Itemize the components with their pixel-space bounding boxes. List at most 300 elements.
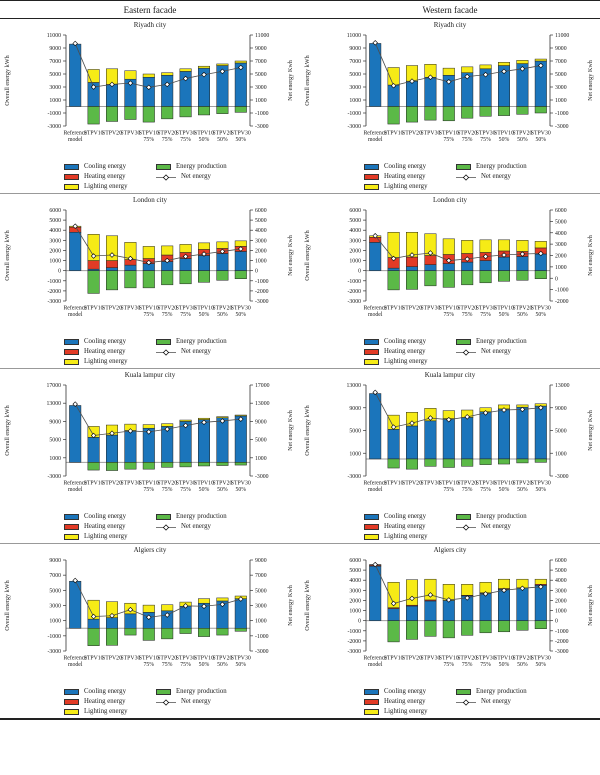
- legend-label: Lighting energy: [84, 183, 128, 190]
- production-bar: [88, 628, 100, 645]
- lighting-swatch: [64, 534, 79, 540]
- x-axis-labels: [363, 305, 550, 318]
- y-tick-left: 0: [358, 618, 361, 625]
- production-bar: [461, 459, 473, 466]
- cooling-bar: [180, 259, 192, 271]
- heating-swatch: [364, 349, 379, 355]
- x-tick-label: STPV20: [157, 655, 178, 662]
- y-tick-right: -1000: [255, 111, 269, 117]
- lighting-bar: [461, 240, 473, 253]
- production-bar: [443, 621, 455, 638]
- cooling-bar: [425, 421, 437, 459]
- legend-column: [456, 338, 527, 366]
- lighting-bar: [198, 599, 210, 604]
- y-tick-right: 6000: [255, 208, 267, 214]
- x-tick-label: STPV10: [138, 305, 159, 312]
- y-tick-right: 2000: [555, 253, 567, 260]
- y-tick-right: -1000: [555, 111, 569, 117]
- x-tick-label: STPV10: [194, 305, 214, 312]
- chart-cell: [0, 196, 300, 366]
- legend-column: [364, 513, 456, 541]
- cooling-bar: [425, 77, 437, 106]
- x-tick-label: STPV20: [157, 305, 178, 312]
- cooling-bar: [517, 257, 529, 271]
- y-tick-right: 11000: [555, 33, 570, 39]
- x-tick-label: 75%: [180, 311, 191, 318]
- legend-item-cooling: [64, 513, 156, 521]
- lighting-bar: [535, 59, 547, 61]
- y-tick-right: 3000: [555, 85, 567, 91]
- legend-item-lighting: [64, 533, 156, 541]
- chart-svg: [300, 205, 600, 337]
- y-tick-left: 1000: [349, 258, 361, 265]
- x-tick-label: 50%: [235, 136, 247, 143]
- production-swatch: [456, 689, 471, 695]
- production-bar: [535, 621, 547, 629]
- production-bar: [217, 462, 229, 465]
- y-tick-left: -2000: [47, 288, 61, 295]
- x-tick-label: 75%: [461, 311, 473, 318]
- x-tick-label: 50%: [517, 311, 528, 318]
- production-bar: [235, 628, 247, 631]
- x-tick-label: STPV20: [102, 130, 122, 137]
- lighting-bar: [498, 62, 510, 65]
- cooling-bar: [235, 416, 247, 462]
- legend-item-lighting: [64, 358, 156, 366]
- heating-swatch: [64, 699, 79, 705]
- net-line-symbol: [156, 699, 176, 706]
- x-tick-label: model: [367, 311, 383, 318]
- row-kuala-lampur: [0, 369, 600, 544]
- chart-cell: [300, 21, 600, 191]
- lighting-bar: [180, 244, 192, 252]
- y-tick-left: 11000: [346, 33, 361, 39]
- production-bar: [461, 271, 473, 285]
- y-tick-right: 17000: [255, 383, 270, 389]
- production-bar: [535, 107, 547, 114]
- y-tick-right: 5000: [255, 588, 267, 595]
- x-tick-label: STPV30: [175, 480, 196, 487]
- y-tick-left: -1000: [47, 111, 61, 117]
- x-tick-label: STPV10: [83, 305, 104, 312]
- y-tick-left: 1000: [49, 258, 61, 265]
- bars-group: [69, 581, 246, 645]
- cooling-bar: [125, 265, 136, 271]
- x-tick-label: STPV30: [530, 655, 551, 662]
- legend-label: Net energy: [181, 173, 211, 180]
- y-tick-right: -3000: [255, 649, 269, 655]
- production-bar: [480, 271, 492, 283]
- cooling-bar: [443, 419, 455, 459]
- lighting-bar: [143, 605, 155, 612]
- x-tick-label: Reference: [63, 305, 87, 312]
- cooling-bar: [106, 84, 118, 106]
- cooling-bar: [106, 435, 118, 462]
- y-tick-left: -3000: [347, 299, 361, 305]
- x-tick-label: STPV20: [212, 130, 233, 137]
- chart-title: Algiers city: [433, 546, 467, 554]
- legend-label: Heating energy: [384, 698, 426, 705]
- net-line-symbol: [456, 524, 476, 531]
- cooling-bar: [388, 429, 400, 459]
- production-bar: [406, 271, 418, 290]
- chart-svg: [300, 380, 600, 512]
- x-tick-label: 50%: [498, 311, 510, 318]
- production-bar: [498, 459, 510, 464]
- x-tick-label: model: [367, 136, 383, 143]
- net-line: [75, 43, 241, 87]
- x-tick-label: 75%: [461, 136, 473, 143]
- legend-item-production: [156, 688, 227, 696]
- y-tick-left: -1000: [47, 278, 61, 285]
- legend-item-net: [156, 348, 227, 356]
- cooling-bar: [69, 405, 81, 462]
- lighting-bar: [235, 241, 247, 247]
- chart-cell: [300, 546, 600, 716]
- cooling-bar: [517, 588, 529, 621]
- y-tick-left: -3000: [47, 649, 61, 655]
- x-axis-labels: [63, 655, 250, 668]
- y-tick-left: 4000: [349, 228, 361, 235]
- x-tick-label: STPV20: [512, 480, 533, 487]
- x-tick-label: STPV10: [383, 480, 404, 487]
- x-tick-label: 75%: [143, 661, 155, 668]
- y-tick-right: 9000: [555, 405, 567, 412]
- x-tick-label: STPV10: [494, 480, 514, 487]
- x-tick-label: Reference: [63, 480, 87, 487]
- x-tick-label: 75%: [480, 661, 491, 668]
- cooling-bar: [369, 566, 381, 621]
- y-tick-right: 5000: [555, 568, 567, 575]
- chart-cell: [0, 21, 300, 191]
- y-tick-left: -1000: [347, 278, 361, 285]
- row-london: [0, 194, 600, 369]
- y-tick-left: 6000: [49, 208, 61, 214]
- legend-label: Heating energy: [84, 523, 126, 530]
- production-bar: [143, 462, 155, 469]
- legend-label: Energy production: [476, 163, 527, 170]
- production-swatch: [456, 339, 471, 345]
- bars-group: [369, 43, 546, 124]
- production-swatch: [456, 164, 471, 170]
- y-tick-right: 1000: [555, 608, 567, 615]
- production-bar: [88, 107, 100, 125]
- cooling-bar: [425, 265, 437, 271]
- legend-label: Net energy: [481, 348, 511, 355]
- lighting-bar: [443, 68, 455, 75]
- heating-swatch: [364, 524, 379, 530]
- x-tick-label: STPV10: [194, 480, 214, 487]
- x-tick-label: Reference: [63, 130, 87, 137]
- x-tick-label: STPV20: [402, 305, 422, 312]
- lighting-bar: [480, 65, 492, 69]
- production-bar: [88, 271, 100, 294]
- production-bar: [443, 107, 455, 121]
- y-tick-right: 4000: [555, 578, 567, 585]
- production-bar: [161, 271, 173, 285]
- lighting-bar: [198, 66, 210, 68]
- x-tick-label: 50%: [198, 136, 210, 143]
- cooling-bar: [88, 437, 100, 462]
- x-tick-label: STPV30: [475, 130, 496, 137]
- x-tick-label: 50%: [498, 136, 510, 143]
- lighting-bar: [198, 243, 210, 250]
- x-tick-label: STPV20: [212, 480, 233, 487]
- lighting-bar: [143, 246, 155, 258]
- facade-header: [0, 0, 600, 19]
- y-tick-left: 5000: [49, 588, 61, 595]
- x-tick-label: STPV10: [494, 130, 514, 137]
- y-tick-left: 1000: [349, 98, 361, 104]
- y-axis-label-right: Net energy Kwh: [287, 585, 294, 626]
- x-tick-label: STPV20: [457, 130, 478, 137]
- header-eastern-facade: Eastern facade: [123, 4, 177, 15]
- y-tick-left: 7000: [349, 59, 361, 65]
- x-axis-labels: [63, 480, 250, 493]
- production-bar: [125, 462, 136, 469]
- lighting-bar: [217, 417, 229, 418]
- production-swatch: [156, 689, 171, 695]
- y-tick-left: -1000: [347, 628, 361, 635]
- legend-item-cooling: [364, 688, 456, 696]
- y-tick-right: -3000: [255, 124, 269, 130]
- lighting-swatch: [364, 534, 379, 540]
- lighting-bar: [143, 74, 155, 77]
- x-tick-label: 75%: [143, 136, 155, 143]
- production-bar: [88, 462, 100, 470]
- y-tick-right: 5000: [555, 72, 567, 78]
- legend-item-production: [456, 688, 527, 696]
- cooling-bar: [406, 426, 418, 459]
- y-tick-right: 1000: [555, 264, 567, 271]
- legend-column: [156, 688, 227, 716]
- x-tick-label: STPV10: [383, 305, 404, 312]
- x-tick-label: STPV20: [512, 655, 533, 662]
- production-bar: [125, 628, 136, 635]
- lighting-bar: [125, 71, 136, 79]
- x-axis-labels: [363, 130, 550, 143]
- y-tick-left: 3000: [349, 588, 361, 595]
- legend-item-production: [156, 513, 227, 521]
- x-tick-label: STPV10: [83, 480, 104, 487]
- heating-bar: [406, 257, 418, 267]
- lighting-bar: [443, 239, 455, 255]
- legend-item-heating: [64, 698, 156, 706]
- x-tick-label: STPV20: [512, 130, 533, 137]
- x-tick-label: STPV10: [494, 305, 514, 312]
- chart-cell: [300, 371, 600, 541]
- x-tick-label: 50%: [535, 486, 547, 493]
- legend-label: Lighting energy: [384, 708, 428, 715]
- net-line-symbol: [456, 699, 476, 706]
- x-tick-label: Reference: [363, 655, 387, 662]
- heating-swatch: [64, 524, 79, 530]
- lighting-bar: [161, 246, 173, 255]
- y-tick-right: -1000: [255, 633, 269, 640]
- production-bar: [461, 621, 473, 636]
- y-axis-label-right: Net energy Kwh: [287, 410, 294, 451]
- lighting-bar: [217, 242, 229, 249]
- cooling-bar: [406, 267, 418, 271]
- x-axis-labels: [63, 305, 250, 318]
- y-tick-right: 5000: [555, 219, 567, 226]
- bars-group: [369, 394, 546, 470]
- cooling-bar: [106, 268, 118, 271]
- cooling-bar: [235, 251, 247, 270]
- x-tick-label: STPV30: [530, 130, 551, 137]
- y-axis-label-left: Overall energy kWh: [4, 580, 11, 631]
- x-tick-label: 75%: [161, 661, 173, 668]
- y-tick-left: -3000: [47, 124, 61, 130]
- y-axis-label-right: Net energy Kwh: [587, 235, 594, 276]
- y-tick-right: 3000: [555, 242, 567, 249]
- y-tick-right: 2000: [255, 248, 267, 255]
- x-tick-label: STPV10: [438, 655, 459, 662]
- x-tick-label: 50%: [198, 311, 210, 318]
- legend-column: [456, 688, 527, 716]
- production-bar: [198, 107, 210, 115]
- production-bar: [198, 271, 210, 283]
- x-tick-label: 75%: [180, 486, 191, 493]
- legend-item-cooling: [364, 338, 456, 346]
- lighting-bar: [161, 424, 173, 427]
- cooling-bar: [498, 409, 510, 459]
- legend-item-cooling: [364, 163, 456, 171]
- y-tick-left: 5000: [49, 437, 61, 444]
- x-axis-labels: [63, 130, 250, 143]
- cooling-bar: [198, 256, 210, 271]
- x-tick-label: 75%: [143, 486, 155, 493]
- y-tick-left: 7000: [49, 59, 61, 65]
- y-tick-right: 2000: [555, 598, 567, 605]
- cooling-bar: [461, 417, 473, 459]
- cooling-bar: [443, 600, 455, 620]
- bars-group: [69, 405, 246, 470]
- lighting-bar: [161, 73, 173, 76]
- x-tick-label: STPV20: [402, 480, 422, 487]
- legend-label: Lighting energy: [384, 358, 428, 365]
- production-bar: [388, 621, 400, 642]
- legend-label: Heating energy: [384, 348, 426, 355]
- net-line-symbol: [156, 349, 176, 356]
- chart-legend: [0, 338, 300, 366]
- x-tick-label: STPV30: [475, 655, 496, 662]
- lighting-bar: [235, 61, 247, 63]
- net-line: [375, 392, 541, 427]
- x-tick-label: model: [67, 311, 83, 318]
- x-tick-label: STPV10: [138, 480, 159, 487]
- x-tick-label: 50%: [517, 661, 528, 668]
- production-bar: [535, 459, 547, 462]
- production-bar: [143, 628, 155, 640]
- x-tick-label: 75%: [480, 311, 491, 318]
- chart-legend: [300, 338, 600, 366]
- legend-label: Cooling energy: [84, 688, 126, 695]
- cooling-swatch: [64, 689, 79, 695]
- legend-item-production: [156, 338, 227, 346]
- legend-label: Cooling energy: [84, 163, 126, 170]
- production-bar: [198, 462, 210, 466]
- legend-item-net: [156, 173, 227, 181]
- heating-bar: [106, 261, 118, 268]
- y-tick-left: 4000: [49, 228, 61, 235]
- production-bar: [388, 459, 400, 468]
- y-tick-right: 9000: [255, 46, 267, 52]
- production-bar: [125, 107, 136, 120]
- legend-column: [364, 338, 456, 366]
- legend-label: Heating energy: [84, 173, 126, 180]
- y-tick-right: -2000: [555, 638, 569, 645]
- x-tick-label: 75%: [443, 661, 455, 668]
- chart-title: Riyadh city: [133, 21, 167, 29]
- chart-cell: [0, 546, 300, 716]
- y-tick-left: -2000: [347, 638, 361, 645]
- y-tick-right: 3000: [255, 85, 267, 91]
- x-axis-labels: [363, 655, 550, 668]
- legend-column: [156, 163, 227, 191]
- lighting-swatch: [64, 359, 79, 365]
- cooling-bar: [125, 614, 136, 628]
- legend-label: Energy production: [176, 513, 227, 520]
- y-tick-left: 1000: [49, 98, 61, 104]
- lighting-bar: [461, 67, 473, 73]
- y-tick-left: 1000: [349, 451, 361, 458]
- chart-legend: [0, 688, 300, 716]
- production-bar: [517, 459, 529, 463]
- x-tick-label: STPV30: [120, 130, 141, 137]
- lighting-swatch: [364, 359, 379, 365]
- production-swatch: [156, 339, 171, 345]
- legend-column: [64, 163, 156, 191]
- y-tick-left: -3000: [347, 124, 361, 130]
- production-bar: [517, 107, 529, 115]
- bars-group: [369, 232, 546, 290]
- x-tick-label: STPV20: [402, 130, 422, 137]
- legend-item-heating: [364, 173, 456, 181]
- y-axis-label-right: Net energy Kwh: [587, 410, 594, 451]
- y-tick-left: 2000: [349, 598, 361, 605]
- y-axis-label-left: Overall energy kWh: [4, 55, 11, 106]
- x-tick-label: 50%: [235, 311, 247, 318]
- y-tick-right: 3000: [255, 238, 267, 245]
- x-tick-label: STPV20: [102, 305, 122, 312]
- lighting-bar: [217, 598, 229, 601]
- legend-item-lighting: [364, 183, 456, 191]
- legend-item-production: [456, 513, 527, 521]
- x-tick-label: STPV20: [157, 480, 178, 487]
- production-bar: [443, 271, 455, 288]
- cooling-swatch: [364, 164, 379, 170]
- production-swatch: [456, 514, 471, 520]
- x-tick-label: model: [67, 136, 83, 143]
- production-bar: [180, 107, 192, 117]
- x-tick-label: 75%: [143, 311, 155, 318]
- legend-label: Heating energy: [384, 523, 426, 530]
- cooling-bar: [369, 394, 381, 459]
- y-tick-right: -3000: [555, 124, 569, 130]
- x-tick-label: STPV30: [230, 480, 251, 487]
- cooling-bar: [388, 609, 400, 621]
- x-tick-label: 50%: [498, 486, 510, 493]
- production-bar: [406, 459, 418, 469]
- chart-svg: [0, 555, 300, 687]
- y-tick-left: 1000: [49, 618, 61, 625]
- production-bar: [406, 621, 418, 640]
- net-line: [75, 580, 241, 617]
- x-tick-label: STPV30: [120, 305, 141, 312]
- production-bar: [388, 271, 400, 290]
- x-tick-label: STPV20: [212, 655, 233, 662]
